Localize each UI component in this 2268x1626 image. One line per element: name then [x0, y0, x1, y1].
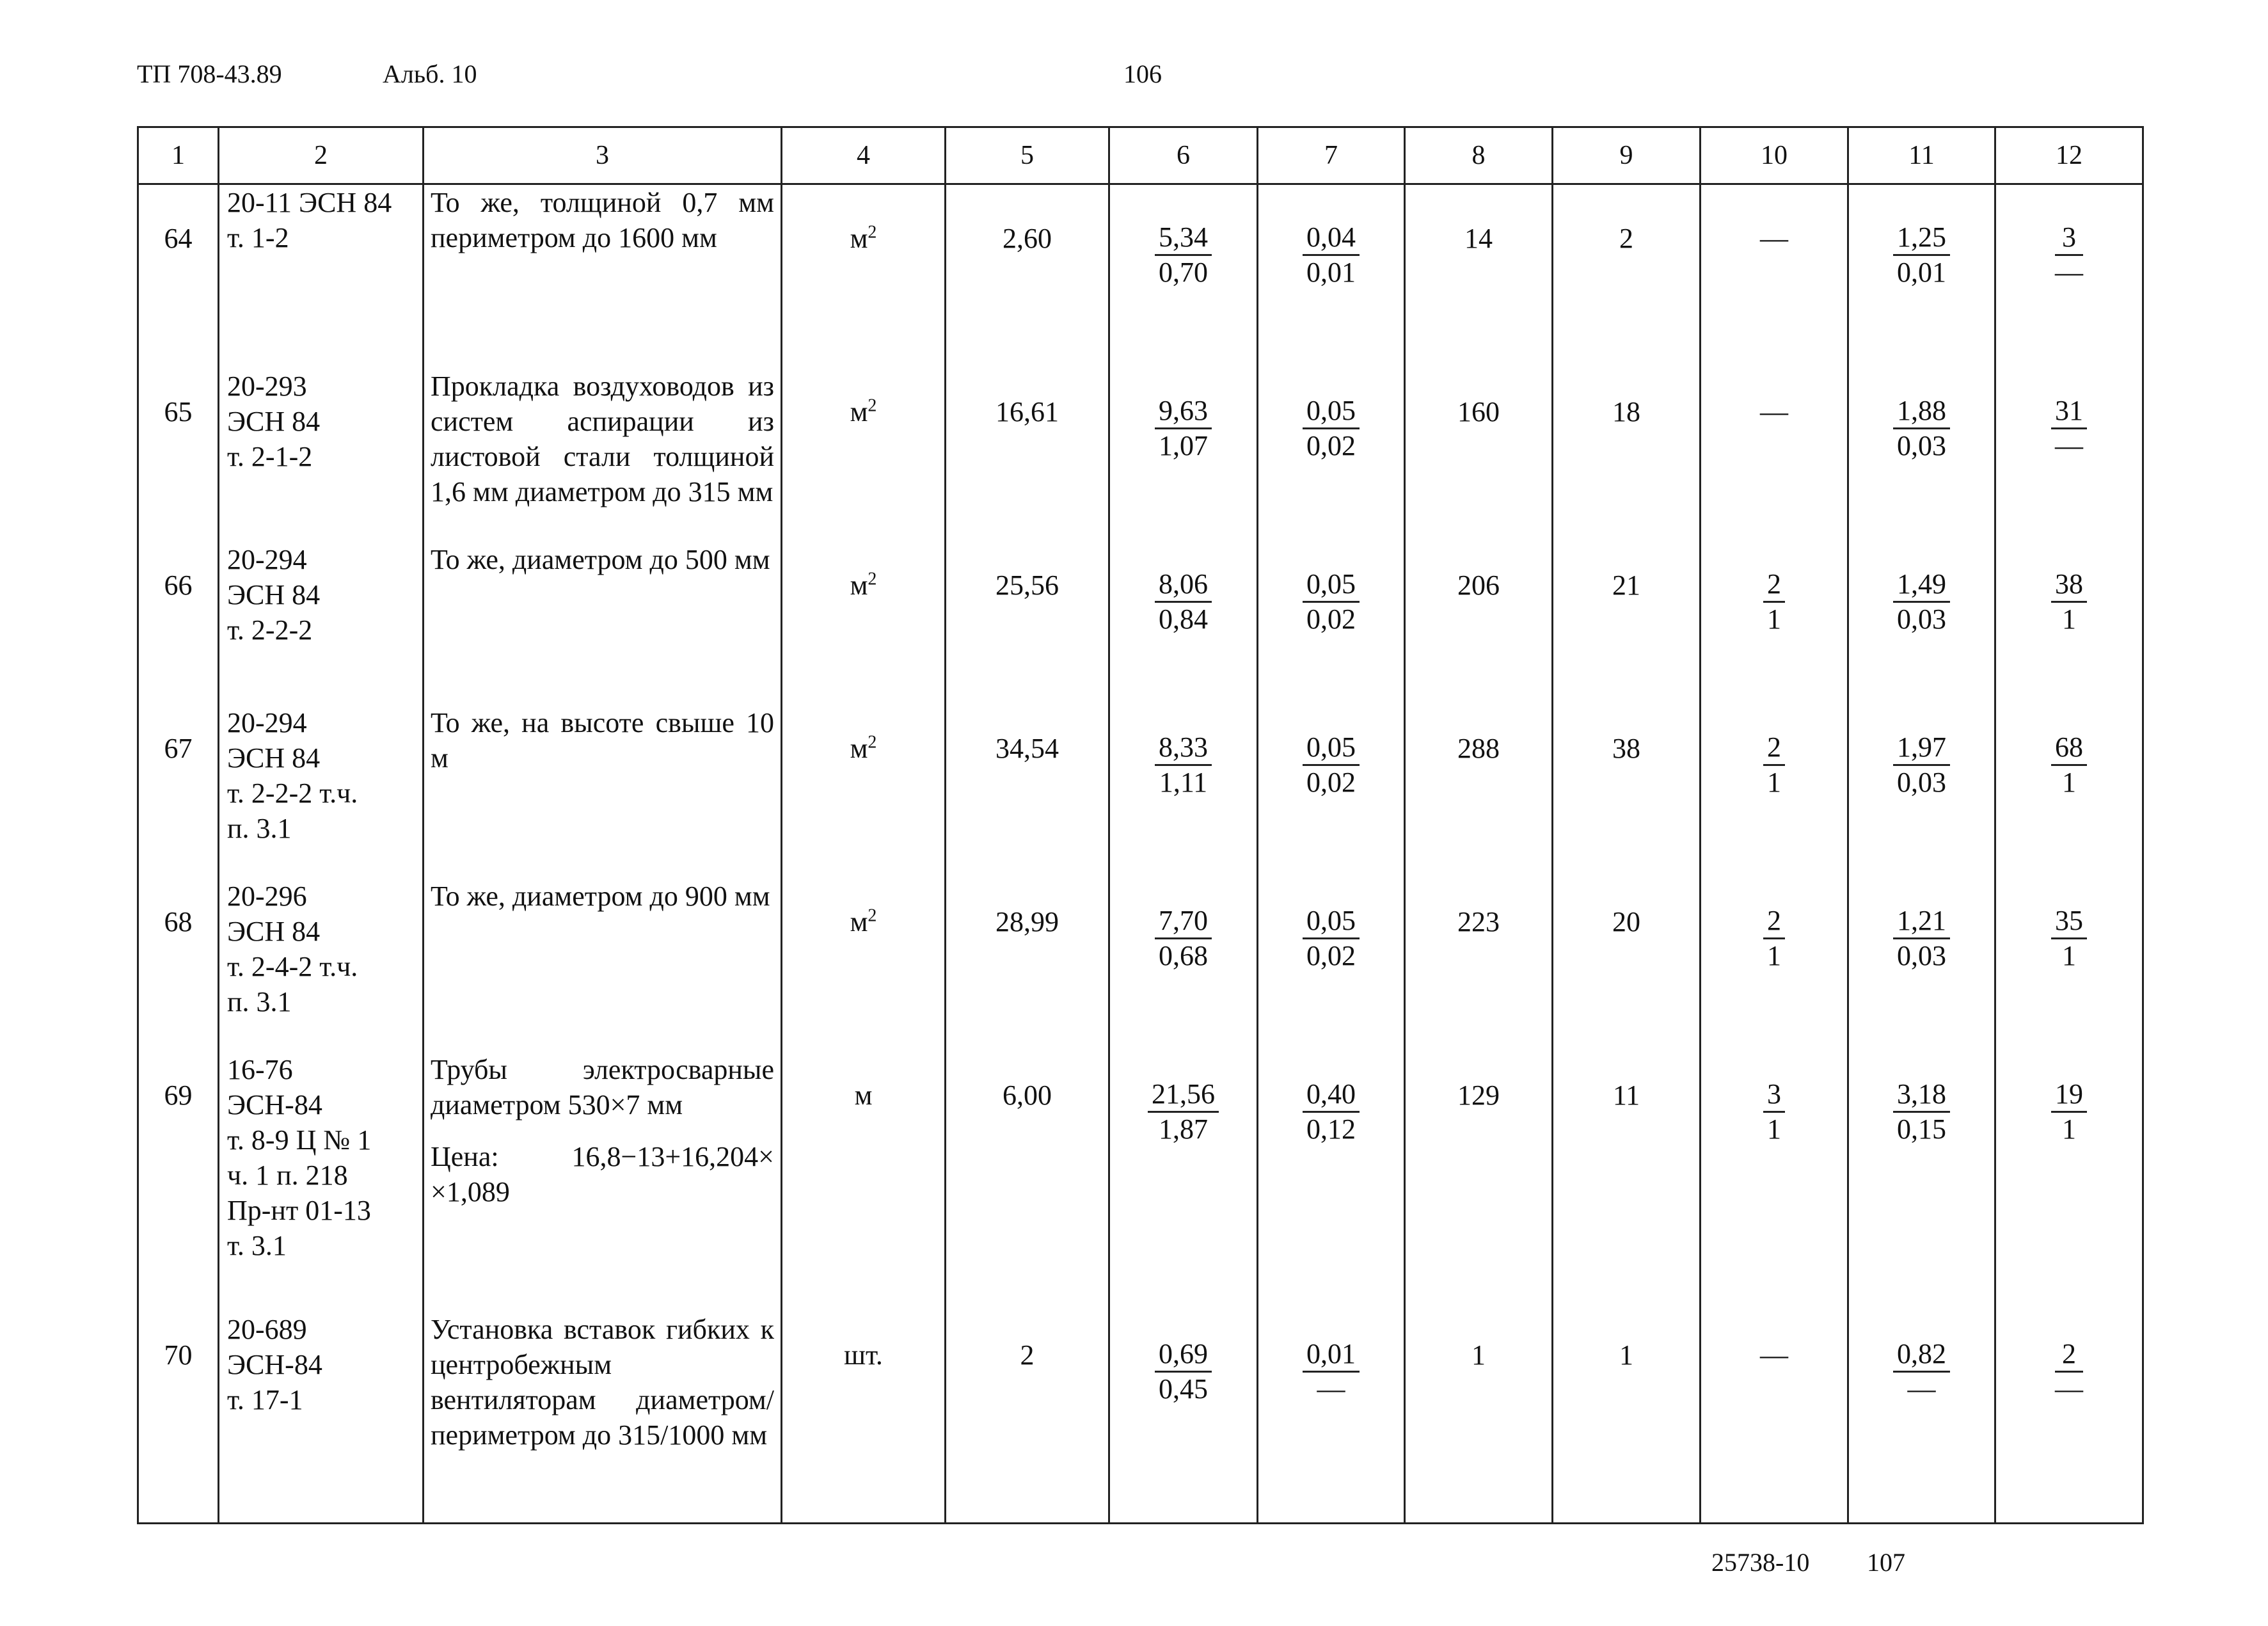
row-number: 64 [164, 223, 193, 254]
column-header-row [138, 127, 2143, 184]
price-note: Цена: 16,8−13+16,204× ×1,089 [431, 1140, 774, 1208]
norm-code-cell [219, 1052, 424, 1312]
description-cell [424, 1312, 782, 1522]
unit-exponent: 2 [868, 905, 877, 926]
col11-value-fraction [1893, 221, 1950, 289]
col10-value-cell [1701, 542, 1848, 705]
col8-value: 14 [1464, 223, 1493, 254]
col6-value-cell [1109, 1052, 1258, 1312]
norm-code-line: т. 8-9 Ц № 1 [227, 1124, 372, 1156]
col6-value-denominator: 0,68 [1159, 939, 1208, 971]
table-row [138, 1052, 2143, 1312]
col10-value-denominator: 1 [1767, 939, 1781, 971]
norm-code-line: ЭСН-84 [227, 1348, 322, 1380]
footer-code: 25738-10 [1711, 1548, 1810, 1577]
col10-value-cell [1701, 879, 1848, 1052]
col6-value-cell [1109, 542, 1258, 705]
table-row [138, 705, 2143, 879]
col12-value-numerator: 19 [2051, 1078, 2087, 1113]
col10-value-denominator: 1 [1767, 1113, 1781, 1145]
col11-value-numerator: 1,21 [1893, 904, 1950, 939]
col-header: 12 [1995, 127, 2143, 184]
empty-cell [1995, 1522, 2143, 1524]
col6-value-denominator: 1,07 [1159, 430, 1208, 462]
col6-value-numerator: 8,33 [1155, 731, 1212, 766]
col11-value-fraction [1893, 1337, 1950, 1406]
col11-value-cell [1848, 542, 1995, 705]
col9-cell [1553, 879, 1701, 1052]
col-header: 6 [1109, 127, 1258, 184]
col11-value-numerator: 1,97 [1893, 731, 1950, 766]
col-header: 8 [1405, 127, 1553, 184]
col8-value: 160 [1457, 396, 1500, 428]
work-description: Трубы электросварные диаметром 530×7 мм [431, 1053, 774, 1120]
col-header: 5 [946, 127, 1109, 184]
col12-value-numerator: 2 [2055, 1337, 2083, 1373]
col6-value-cell [1109, 369, 1258, 542]
quantity-cell [946, 879, 1109, 1052]
description-cell [424, 1052, 782, 1312]
col8-value: 129 [1457, 1079, 1500, 1111]
quantity-cell [946, 1312, 1109, 1522]
norm-code-cell [219, 369, 424, 542]
col6-value-cell [1109, 705, 1258, 879]
col12-value-denominator: 1 [2062, 603, 2076, 635]
col11-value-fraction [1893, 1078, 1950, 1146]
unit: м [850, 223, 868, 254]
quantity: 2,60 [1003, 223, 1052, 254]
empty-cell [1258, 1522, 1405, 1524]
col11-value-denominator: — [1907, 1373, 1936, 1405]
col6-value-numerator: 7,70 [1155, 904, 1212, 939]
col9-cell [1553, 1052, 1701, 1312]
estimate-table [137, 126, 2144, 1524]
col6-value-numerator: 9,63 [1155, 394, 1212, 429]
col10-value-cell [1701, 1052, 1848, 1312]
col10-value-fraction [1763, 568, 1785, 636]
col12-value-numerator: 68 [2051, 731, 2087, 766]
col12-value-denominator: 1 [2062, 939, 2076, 971]
empty-cell [782, 1522, 946, 1524]
row-number-cell [138, 184, 219, 369]
description-cell [424, 879, 782, 1052]
col6-value-fraction [1155, 731, 1212, 799]
col9-value: 2 [1619, 223, 1633, 254]
description-cell [424, 184, 782, 369]
norm-code-cell [219, 184, 424, 369]
unit-cell [782, 542, 946, 705]
col9-value: 18 [1612, 396, 1640, 428]
col6-value-denominator: 1,11 [1159, 766, 1208, 798]
quantity: 16,61 [995, 396, 1059, 428]
col-header: 9 [1553, 127, 1701, 184]
col8-cell [1405, 1312, 1553, 1522]
col7-value-cell [1258, 1052, 1405, 1312]
norm-code-line: т. 2-4-2 т.ч. [227, 950, 358, 982]
norm-code-cell [219, 879, 424, 1052]
col11-value-fraction [1893, 568, 1950, 636]
empty-cell [1109, 1522, 1258, 1524]
col12-value-cell [1995, 879, 2143, 1052]
norm-code-line: ЭСН 84 [227, 915, 321, 947]
col6-value-numerator: 8,06 [1155, 568, 1212, 603]
row-number-cell [138, 879, 219, 1052]
col10-value-cell [1701, 705, 1848, 879]
col11-value-cell [1848, 1052, 1995, 1312]
unit: м [850, 905, 868, 937]
col7-value-denominator: 0,12 [1306, 1113, 1356, 1145]
table-row [138, 1312, 2143, 1522]
col-header: 3 [424, 127, 782, 184]
col11-value-fraction [1893, 394, 1950, 463]
table-filler-row [138, 1522, 2143, 1524]
col10-value-numerator: 2 [1763, 904, 1785, 939]
col10-value: — [1760, 1339, 1788, 1371]
doc-code: ТП 708-43.89 [137, 60, 282, 88]
empty-cell [219, 1522, 424, 1524]
col10-value-numerator: 2 [1763, 568, 1785, 603]
col7-value-cell [1258, 1312, 1405, 1522]
row-number-cell [138, 705, 219, 879]
col7-value-fraction [1303, 731, 1360, 799]
col10-value-fraction [1763, 731, 1785, 799]
col12-value-fraction [2055, 1337, 2083, 1406]
col9-value: 38 [1612, 732, 1640, 764]
row-number-cell [138, 542, 219, 705]
quantity: 25,56 [995, 570, 1059, 602]
norm-code-cell [219, 1312, 424, 1522]
col11-value-fraction [1893, 731, 1950, 799]
col12-value-cell [1995, 542, 2143, 705]
col11-value-denominator: 0,03 [1897, 430, 1946, 462]
quantity: 28,99 [995, 905, 1059, 937]
col12-value-fraction [2055, 221, 2083, 289]
quantity-cell [946, 1052, 1109, 1312]
col11-value-denominator: 0,03 [1897, 939, 1946, 971]
col9-cell [1553, 1312, 1701, 1522]
unit: м [854, 1079, 873, 1111]
table-row [138, 879, 2143, 1052]
col7-value-numerator: 0,05 [1303, 731, 1360, 766]
col7-value-numerator: 0,05 [1303, 394, 1360, 429]
col7-value-fraction [1303, 221, 1360, 289]
norm-code-line: 20-689 [227, 1313, 307, 1345]
col12-value-cell [1995, 1052, 2143, 1312]
row-number-cell [138, 1312, 219, 1522]
row-number: 67 [164, 732, 193, 764]
col12-value-denominator: — [2055, 430, 2083, 462]
col8-value: 223 [1457, 905, 1500, 937]
col12-value-denominator: 1 [2062, 766, 2076, 798]
quantity: 2 [1020, 1339, 1035, 1371]
col7-value-numerator: 0,05 [1303, 568, 1360, 603]
table-row [138, 369, 2143, 542]
col7-value-fraction [1303, 394, 1360, 463]
col11-value-fraction [1893, 904, 1950, 973]
unit: м [850, 396, 868, 428]
unit-cell [782, 1312, 946, 1522]
norm-code-line: ч. 1 п. 218 [227, 1159, 348, 1191]
col9-value: 20 [1612, 905, 1640, 937]
col8-cell [1405, 705, 1553, 879]
norm-code-line: т. 3.1 [227, 1229, 287, 1261]
table-row [138, 542, 2143, 705]
col11-value-denominator: 0,03 [1897, 766, 1946, 798]
album-label: Альб. 10 [383, 60, 477, 88]
col7-value-denominator: 0,02 [1306, 430, 1356, 462]
work-description: То же, диаметром до 900 мм [431, 880, 770, 912]
unit-cell [782, 705, 946, 879]
col12-value-fraction [2051, 1078, 2087, 1146]
quantity-cell [946, 184, 1109, 369]
col6-value-fraction [1155, 1337, 1212, 1406]
col9-value: 1 [1619, 1339, 1633, 1371]
col8-cell [1405, 369, 1553, 542]
col11-value-cell [1848, 879, 1995, 1052]
col12-value-fraction [2051, 904, 2087, 973]
row-number-cell [138, 369, 219, 542]
col6-value-numerator: 0,69 [1155, 1337, 1212, 1373]
empty-cell [1405, 1522, 1553, 1524]
col9-value: 11 [1612, 1079, 1640, 1111]
col6-value-denominator: 0,45 [1159, 1373, 1208, 1405]
col-header: 4 [782, 127, 946, 184]
col10-value-numerator: 3 [1763, 1078, 1785, 1113]
col11-value-numerator: 1,49 [1893, 568, 1950, 603]
col9-cell [1553, 184, 1701, 369]
col7-value-fraction [1303, 1337, 1360, 1406]
unit-cell [782, 184, 946, 369]
footer-page: 107 [1867, 1548, 1905, 1577]
row-number: 65 [164, 396, 193, 428]
norm-code-line: 20-293 [227, 371, 307, 403]
norm-code-line: т. 1-2 [227, 222, 289, 253]
col6-value-denominator: 0,84 [1159, 603, 1208, 635]
col12-value-fraction [2051, 568, 2087, 636]
col7-value-numerator: 0,05 [1303, 904, 1360, 939]
col6-value-fraction [1155, 904, 1212, 973]
norm-code-line: 20-294 [227, 544, 307, 576]
col8-cell [1405, 1052, 1553, 1312]
col12-value-fraction [2051, 731, 2087, 799]
norm-code-line: п. 3.1 [227, 985, 292, 1017]
col7-value-denominator: 0,02 [1306, 766, 1356, 798]
norm-code-line: т. 2-2-2 т.ч. [227, 777, 358, 809]
norm-code-line: 16-76 [227, 1053, 293, 1085]
work-description: То же, толщиной 0,7 мм периметром до 1600 мм [431, 187, 774, 253]
col11-value-numerator: 1,25 [1893, 221, 1950, 256]
empty-cell [138, 1522, 219, 1524]
quantity-cell [946, 542, 1109, 705]
col12-value-cell [1995, 705, 2143, 879]
row-number: 69 [164, 1079, 193, 1111]
empty-cell [946, 1522, 1109, 1524]
norm-code-line: ЭСН 84 [227, 579, 321, 611]
norm-code-line: 20-294 [227, 706, 307, 738]
norm-code-line: ЭСН-84 [227, 1088, 322, 1120]
col12-value-cell [1995, 1312, 2143, 1522]
col-header: 1 [138, 127, 219, 184]
col10-value: — [1760, 396, 1788, 428]
col12-value-fraction [2051, 394, 2087, 463]
col10-value-numerator: 2 [1763, 731, 1785, 766]
col7-value-fraction [1303, 1078, 1360, 1146]
norm-code-line: т. 2-1-2 [227, 441, 313, 473]
description-cell [424, 542, 782, 705]
norm-code-line: ЭСН 84 [227, 406, 321, 438]
unit-cell [782, 369, 946, 542]
col9-cell [1553, 542, 1701, 705]
empty-cell [1848, 1522, 1995, 1524]
col7-value-cell [1258, 705, 1405, 879]
col7-value-denominator: 0,02 [1306, 603, 1356, 635]
col10-value-cell [1701, 369, 1848, 542]
page-number: 106 [1123, 60, 1162, 88]
col12-value-numerator: 31 [2051, 394, 2087, 429]
quantity-cell [946, 705, 1109, 879]
col11-value-numerator: 0,82 [1893, 1337, 1950, 1373]
quantity-cell [946, 369, 1109, 542]
empty-cell [1553, 1522, 1701, 1524]
col12-value-denominator: — [2055, 257, 2083, 288]
col11-value-denominator: 0,01 [1897, 257, 1946, 288]
unit-exponent: 2 [868, 732, 877, 753]
description-cell [424, 705, 782, 879]
col7-value-numerator: 0,04 [1303, 221, 1360, 256]
col12-value-numerator: 35 [2051, 904, 2087, 939]
norm-code-line: 20-11 ЭСН 84 [227, 187, 392, 218]
col11-value-denominator: 0,15 [1897, 1113, 1946, 1145]
work-description: То же, на высоте свыше 10 м [431, 706, 774, 774]
unit: м [850, 570, 868, 602]
col6-value-fraction [1155, 568, 1212, 636]
norm-code-line: т. 17-1 [227, 1383, 303, 1415]
col11-value-cell [1848, 1312, 1995, 1522]
unit-exponent: 2 [868, 395, 877, 416]
col6-value-denominator: 1,87 [1159, 1113, 1208, 1145]
col7-value-cell [1258, 879, 1405, 1052]
col11-value-cell [1848, 369, 1995, 542]
norm-code-line: 20-296 [227, 880, 307, 912]
norm-code-line: т. 2-2-2 [227, 614, 313, 646]
col6-value-fraction [1155, 221, 1212, 289]
table-row [138, 184, 2143, 369]
col6-value-cell [1109, 184, 1258, 369]
col8-value: 1 [1471, 1339, 1486, 1371]
row-number: 70 [164, 1339, 193, 1371]
unit-cell [782, 1052, 946, 1312]
col7-value-numerator: 0,40 [1303, 1078, 1360, 1113]
col9-value: 21 [1612, 570, 1640, 602]
col10-value-fraction [1763, 1078, 1785, 1146]
col11-value-numerator: 3,18 [1893, 1078, 1950, 1113]
col9-cell [1553, 705, 1701, 879]
unit-exponent: 2 [868, 222, 877, 243]
work-description: То же, диаметром до 500 мм [431, 544, 770, 576]
col11-value-numerator: 1,88 [1893, 394, 1950, 429]
col11-value-denominator: 0,03 [1897, 603, 1946, 635]
col7-value-denominator: — [1317, 1373, 1345, 1405]
col7-value-cell [1258, 369, 1405, 542]
quantity: 6,00 [1003, 1079, 1052, 1111]
col7-value-numerator: 0,01 [1303, 1337, 1360, 1373]
work-description: Прокладка воздуховодов из систем аспирации из листовой стали толщиной 1,6 мм диаметром до 315 мм [431, 371, 774, 508]
col6-value-denominator: 0,70 [1159, 257, 1208, 288]
col10-value-cell [1701, 1312, 1848, 1522]
col10-value-denominator: 1 [1767, 603, 1781, 635]
col10-value-cell [1701, 184, 1848, 369]
col-header: 7 [1258, 127, 1405, 184]
col6-value-fraction [1155, 394, 1212, 463]
col7-value-cell [1258, 542, 1405, 705]
norm-code-line: Пр-нт 01-13 [227, 1194, 371, 1226]
unit: м [850, 732, 868, 764]
row-number-cell [138, 1052, 219, 1312]
norm-code-cell [219, 705, 424, 879]
work-description: Установка вставок гибких к центробежным вентиляторам диаметром/периметром до 315/1000 мм [431, 1313, 774, 1451]
col7-value-denominator: 0,01 [1306, 257, 1356, 288]
col12-value-denominator: 1 [2062, 1113, 2076, 1145]
col10-value-fraction [1763, 904, 1785, 973]
col7-value-denominator: 0,02 [1306, 939, 1356, 971]
col-header: 2 [219, 127, 424, 184]
col12-value-numerator: 3 [2055, 221, 2083, 256]
col8-value: 288 [1457, 732, 1500, 764]
col11-value-cell [1848, 705, 1995, 879]
col7-value-fraction [1303, 568, 1360, 636]
norm-code-line: п. 3.1 [227, 812, 292, 844]
norm-code-cell [219, 542, 424, 705]
col10-value: — [1760, 223, 1788, 254]
col12-value-cell [1995, 184, 2143, 369]
col6-value-numerator: 21,56 [1148, 1078, 1219, 1113]
empty-cell [424, 1522, 782, 1524]
col7-value-cell [1258, 184, 1405, 369]
col8-cell [1405, 542, 1553, 705]
col7-value-fraction [1303, 904, 1360, 973]
row-number: 68 [164, 905, 193, 937]
quantity: 34,54 [995, 732, 1059, 764]
col6-value-numerator: 5,34 [1155, 221, 1212, 256]
col11-value-cell [1848, 184, 1995, 369]
col8-value: 206 [1457, 570, 1500, 602]
col6-value-fraction [1148, 1078, 1219, 1146]
norm-code-line: ЭСН 84 [227, 742, 321, 774]
col-header: 10 [1701, 127, 1848, 184]
col12-value-numerator: 38 [2051, 568, 2087, 603]
col6-value-cell [1109, 1312, 1258, 1522]
unit-exponent: 2 [868, 569, 877, 589]
row-number: 66 [164, 570, 193, 602]
col8-cell [1405, 879, 1553, 1052]
col8-cell [1405, 184, 1553, 369]
col12-value-denominator: — [2055, 1373, 2083, 1405]
col6-value-cell [1109, 879, 1258, 1052]
unit-cell [782, 879, 946, 1052]
unit: шт. [844, 1339, 883, 1371]
empty-cell [1701, 1522, 1848, 1524]
description-cell [424, 369, 782, 542]
col12-value-cell [1995, 369, 2143, 542]
col-header: 11 [1848, 127, 1995, 184]
col10-value-denominator: 1 [1767, 766, 1781, 798]
col9-cell [1553, 369, 1701, 542]
